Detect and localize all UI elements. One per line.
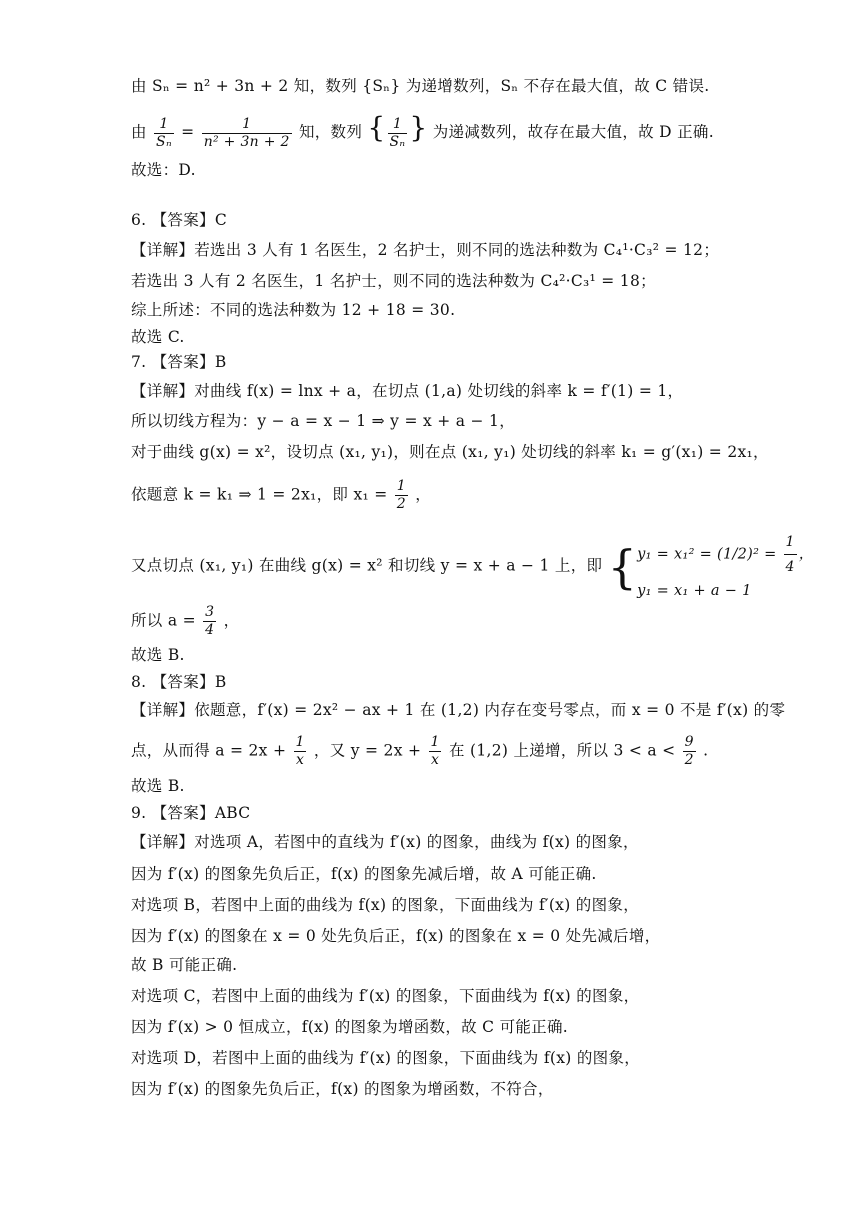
equation-system bbox=[608, 530, 814, 603]
text-line: 对选项 C，若图中上面的曲线为 f′(x) 的图象，下面曲线为 f(x) 的图象， bbox=[131, 987, 640, 1005]
fraction-numerator: 1 bbox=[392, 115, 403, 132]
fraction-denominator: 4 bbox=[784, 554, 797, 579]
punctuation: ， bbox=[223, 611, 240, 630]
fraction bbox=[395, 478, 408, 513]
fraction bbox=[202, 116, 292, 151]
text-line-fraction bbox=[131, 734, 708, 769]
text-line: 因为 f′(x) 的图象先负后正，f(x) 的图象为增函数，不符合， bbox=[131, 1080, 554, 1098]
text-line: 综上所述：不同的选法种数为 12 + 18 = 30. bbox=[131, 301, 456, 319]
punctuation: ， bbox=[798, 546, 814, 563]
fraction-denominator: x bbox=[431, 752, 440, 768]
fraction-numerator: 1 bbox=[295, 734, 305, 750]
fraction bbox=[388, 116, 408, 151]
text-segment: 依题意 k = k₁ ⇒ 1 = 2x₁，即 x₁ = bbox=[131, 485, 388, 504]
system-brace: { bbox=[607, 539, 638, 594]
fraction-denominator: 2 bbox=[684, 752, 694, 768]
text-line: 【详解】依题意，f′(x) = 2x² − ax + 1 在 (1,2) 内存在变号零点，而 x = 0 不是 f′(x) 的零 bbox=[131, 701, 786, 719]
answer-heading: 6. 【答案】C bbox=[131, 211, 227, 229]
fraction-numerator: 3 bbox=[205, 604, 215, 620]
text-line: 故选：D. bbox=[131, 161, 196, 179]
fraction-denominator: 4 bbox=[205, 622, 215, 638]
text-segment: 所以 a = bbox=[131, 611, 196, 630]
equals-sign: = bbox=[181, 123, 195, 141]
text-line: 由 Sₙ = n² + 3n + 2 知，数列 {Sₙ} 为递增数列，Sₙ 不存在最大值，故 C 错误. bbox=[131, 77, 710, 95]
fraction-numerator: 1 bbox=[159, 115, 169, 132]
text-line: 因为 f′(x) 的图象先负后正，f(x) 的图象先减后增，故 A 可能正确. bbox=[131, 865, 597, 883]
fraction-denominator: x bbox=[295, 752, 305, 768]
brace-right: } bbox=[409, 111, 428, 144]
system-rows bbox=[637, 530, 813, 603]
fraction-numerator: 1 bbox=[396, 478, 406, 494]
text-line: 对于曲线 g(x) = x²，设切点 (x₁, y₁)，则在点 (x₁, y₁) 处切线的斜率 k₁ = g′(x₁) = 2x₁， bbox=[131, 443, 769, 461]
answer-heading: 7. 【答案】B bbox=[131, 353, 227, 371]
punctuation: . bbox=[703, 741, 709, 760]
text-line: 故 B 可能正确. bbox=[131, 956, 238, 974]
text-line: 对选项 D，若图中上面的曲线为 f′(x) 的图象，下面曲线为 f(x) 的图象， bbox=[131, 1049, 641, 1067]
text-segment: 点，从而得 a = 2x + bbox=[131, 741, 287, 760]
fraction bbox=[154, 116, 174, 151]
text-segment: 在 (1,2) 上递增，所以 3 < a < bbox=[448, 741, 676, 760]
fraction-denominator: Sₙ bbox=[156, 133, 172, 150]
text-line: 所以切线方程为：y − a = x − 1 ⇒ y = x + a − 1， bbox=[131, 412, 515, 430]
fraction-numerator: 1 bbox=[430, 734, 440, 750]
text-segment: 又点切点 (x₁, y₁) 在曲线 g(x) = x² 和切线 y = x + a − 1 上，即 bbox=[131, 556, 603, 575]
answer-heading: 9. 【答案】ABC bbox=[131, 804, 251, 822]
fraction-numerator: 9 bbox=[684, 734, 694, 750]
text-segment: 由 bbox=[131, 123, 147, 141]
text-line: 对选项 B，若图中上面的曲线为 f(x) 的图象，下面曲线为 f′(x) 的图象， bbox=[131, 896, 639, 914]
fraction bbox=[429, 734, 442, 769]
text-line-fraction bbox=[131, 111, 714, 151]
system-row bbox=[637, 530, 813, 579]
fraction bbox=[293, 734, 306, 769]
text-line: 【详解】对选项 A，若图中的直线为 f′(x) 的图象，曲线为 f(x) 的图象， bbox=[131, 833, 639, 851]
text-line-fraction bbox=[131, 478, 431, 513]
fraction-denominator: 2 bbox=[396, 496, 406, 512]
answer-heading: 8. 【答案】B bbox=[131, 673, 227, 691]
text-line: 故选 B. bbox=[131, 646, 185, 664]
fraction bbox=[683, 734, 696, 769]
text-segment: ，又 y = 2x + bbox=[313, 741, 422, 760]
text-segment: 知，数列 bbox=[298, 123, 363, 141]
fraction-numerator: 1 bbox=[242, 115, 252, 132]
text-line: 因为 f′(x) 的图象在 x = 0 处先负后正，f(x) 的图象在 x = 0 处先减后增， bbox=[131, 927, 661, 945]
fraction-denominator: Sₙ bbox=[389, 133, 406, 150]
fraction-numerator: 1 bbox=[785, 534, 795, 550]
text-line: 故选 C. bbox=[131, 328, 185, 346]
text-line-fraction bbox=[131, 604, 239, 639]
brace-left: { bbox=[367, 111, 386, 144]
punctuation: ， bbox=[415, 485, 432, 504]
system-row-text: y₁ = x₁² = (1/2)² = bbox=[637, 546, 777, 563]
text-line-system bbox=[131, 530, 814, 603]
text-line: 故选 B. bbox=[131, 777, 185, 795]
text-line: 【详解】对曲线 f(x) = lnx + a，在切点 (1,a) 处切线的斜率 k = f′(1) = 1， bbox=[131, 382, 684, 400]
fraction bbox=[203, 604, 216, 639]
system-row: y₁ = x₁ + a − 1 bbox=[637, 583, 752, 599]
text-line: 因为 f′(x) > 0 恒成立，f(x) 的图象为增函数，故 C 可能正确. bbox=[131, 1018, 568, 1036]
fraction bbox=[784, 530, 797, 579]
fraction-denominator: n² + 3n + 2 bbox=[203, 133, 290, 150]
text-segment: 为递减数列，故存在最大值，故 D 正确. bbox=[432, 123, 714, 141]
text-line: 【详解】若选出 3 人有 1 名医生，2 名护士，则不同的选法种数为 C₄¹·C₃² = 12； bbox=[131, 241, 720, 259]
text-line: 若选出 3 人有 2 名医生，1 名护士，则不同的选法种数为 C₄²·C₃¹ = 18； bbox=[131, 272, 656, 290]
